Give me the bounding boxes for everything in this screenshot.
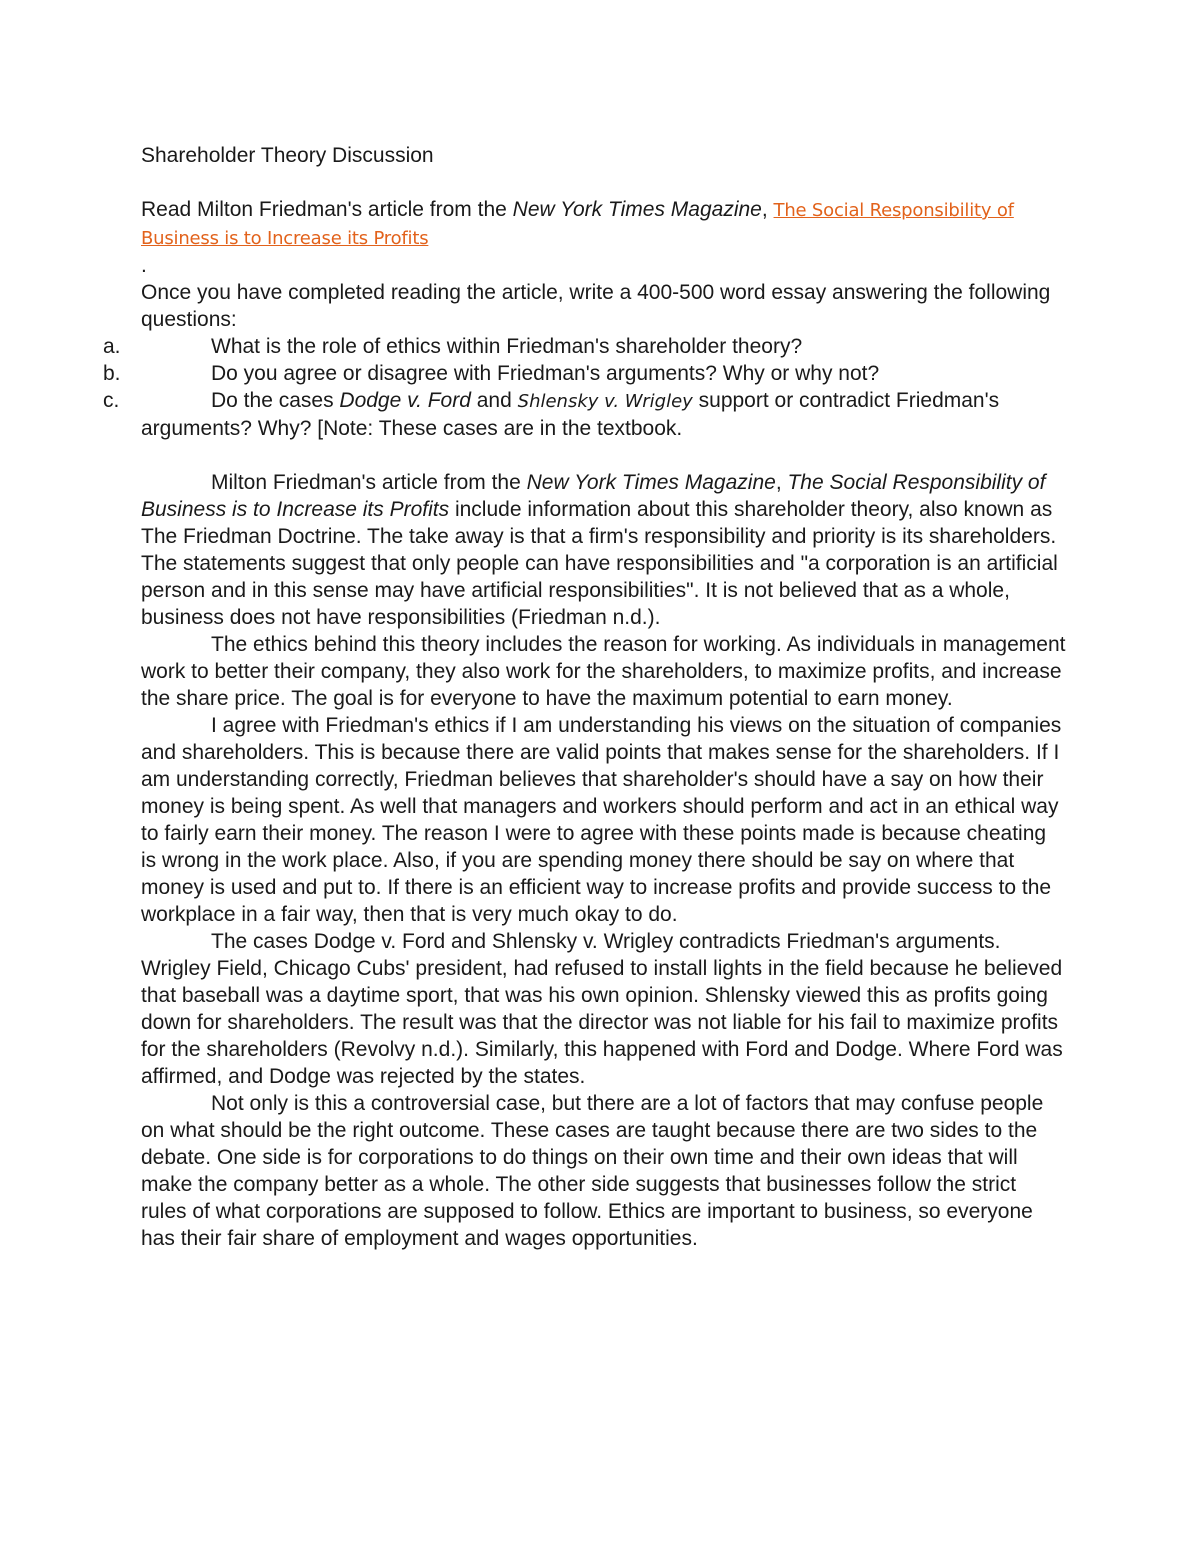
question-text: Do you agree or disagree with Friedman's arguments? Why or why not? — [211, 362, 880, 385]
essay-p1-article: The Social Responsibility of Business is to Increase its Profits — [141, 471, 1046, 521]
essay-p1-rest: include information about this shareholder theory, also known as The Friedman Doctrine. The take away is that a firm's responsibility and priority is its shareholders. The statements suggest that only people can have responsibilities and "a corporation is an artificial person and in this sense may have artificial responsibilities". It is not believed that as a whole, business does not have responsibilities (Friedman n.d.). — [141, 498, 1058, 629]
essay-p1-comma: , — [775, 471, 788, 494]
intro-magazine: New York Times Magazine — [512, 198, 762, 221]
essay — [141, 469, 1066, 1252]
question-item-a — [103, 333, 1066, 360]
instructions-text: Once you have completed reading the article, write a 400-500 word essay answering the following questions: — [141, 281, 1051, 331]
question-marker: b. — [103, 362, 121, 385]
question-text: What is the role of ethics within Friedman's shareholder theory? — [211, 335, 803, 358]
question-item-c — [103, 387, 1066, 442]
case-shlensky-wrigley: Shlensky v. Wrigley — [517, 391, 693, 412]
question-list — [103, 333, 1066, 442]
essay-p1-magazine: New York Times Magazine — [526, 471, 776, 494]
question-item-b — [103, 360, 1066, 387]
essay-paragraph-2: The ethics behind this theory includes the reason for working. As individuals in management work to better their company, they also work for the shareholders, to maximize profits, and increase the share price. The goal is for everyone to have the maximum potential to earn money. — [141, 633, 1066, 710]
essay-paragraph-5: Not only is this a controversial case, but there are a lot of factors that may confuse people on what should be the right outcome. These cases are taught because there are two sides to the debate. One side is for corporations to do things on their own time and their own ideas that will make the company better as a whole. The other side suggests that businesses follow the strict rules of what corporations are supposed to follow. Ethics are important to business, so everyone has their fair share of employment and wages opportunities. — [141, 1092, 1044, 1250]
essay-paragraph-3: I agree with Friedman's ethics if I am understanding his views on the situation of companies and shareholders. This is because there are valid points that makes sense for the shareholders. If I am understanding correctly, Friedman believes that shareholder's should have a say on how their money is being spent. As well that managers and workers should perform and act in an ethical way to fairly earn their money. The reason I were to agree with these points made is because cheating is wrong in the work place. Also, if you are spending money there should be say on where that money is used and put to. If there is an efficient way to increase profits and provide success to the workplace in a fair way, then that is very much okay to do. — [141, 714, 1062, 926]
document-body — [103, 142, 1066, 1252]
essay-p1-prefix: Milton Friedman's article from the — [211, 471, 527, 494]
case-dodge-ford: Dodge v. Ford — [339, 389, 471, 412]
document-title: Shareholder Theory Discussion — [141, 144, 434, 167]
question-text-pre: Do the cases — [211, 389, 340, 412]
essay-paragraph-4: The cases Dodge v. Ford and Shlensky v. Wrigley contradicts Friedman's arguments. Wrigley Field, Chicago Cubs' president, had refused to install lights in the field because he believed that baseball was a daytime sport, that was his own opinion. Shlensky viewed this as profits going down for shareholders. The result was that the director was not liable for his fail to maximize profits for the shareholders (Revolvy n.d.). Similarly, this happened with Ford and Dodge. Where Ford was affirmed, and Dodge was rejected by the states. — [141, 930, 1063, 1088]
intro-paragraph — [141, 196, 1066, 252]
question-marker: a. — [103, 335, 121, 358]
intro-dot: . — [141, 254, 147, 277]
article-link[interactable]: The Social Responsibility of Business is to Increase its Profits — [141, 200, 1014, 249]
essay-paragraph-1 — [141, 469, 1066, 631]
question-marker: c. — [103, 389, 120, 412]
question-text-mid: and — [470, 389, 518, 412]
intro-prefix: Read Milton Friedman's article from the — [141, 198, 513, 221]
question-text-post: support or contradict Friedman's arguments? Why? [Note: These cases are in the textbook. — [141, 389, 1000, 440]
intro-comma: , — [761, 198, 774, 221]
